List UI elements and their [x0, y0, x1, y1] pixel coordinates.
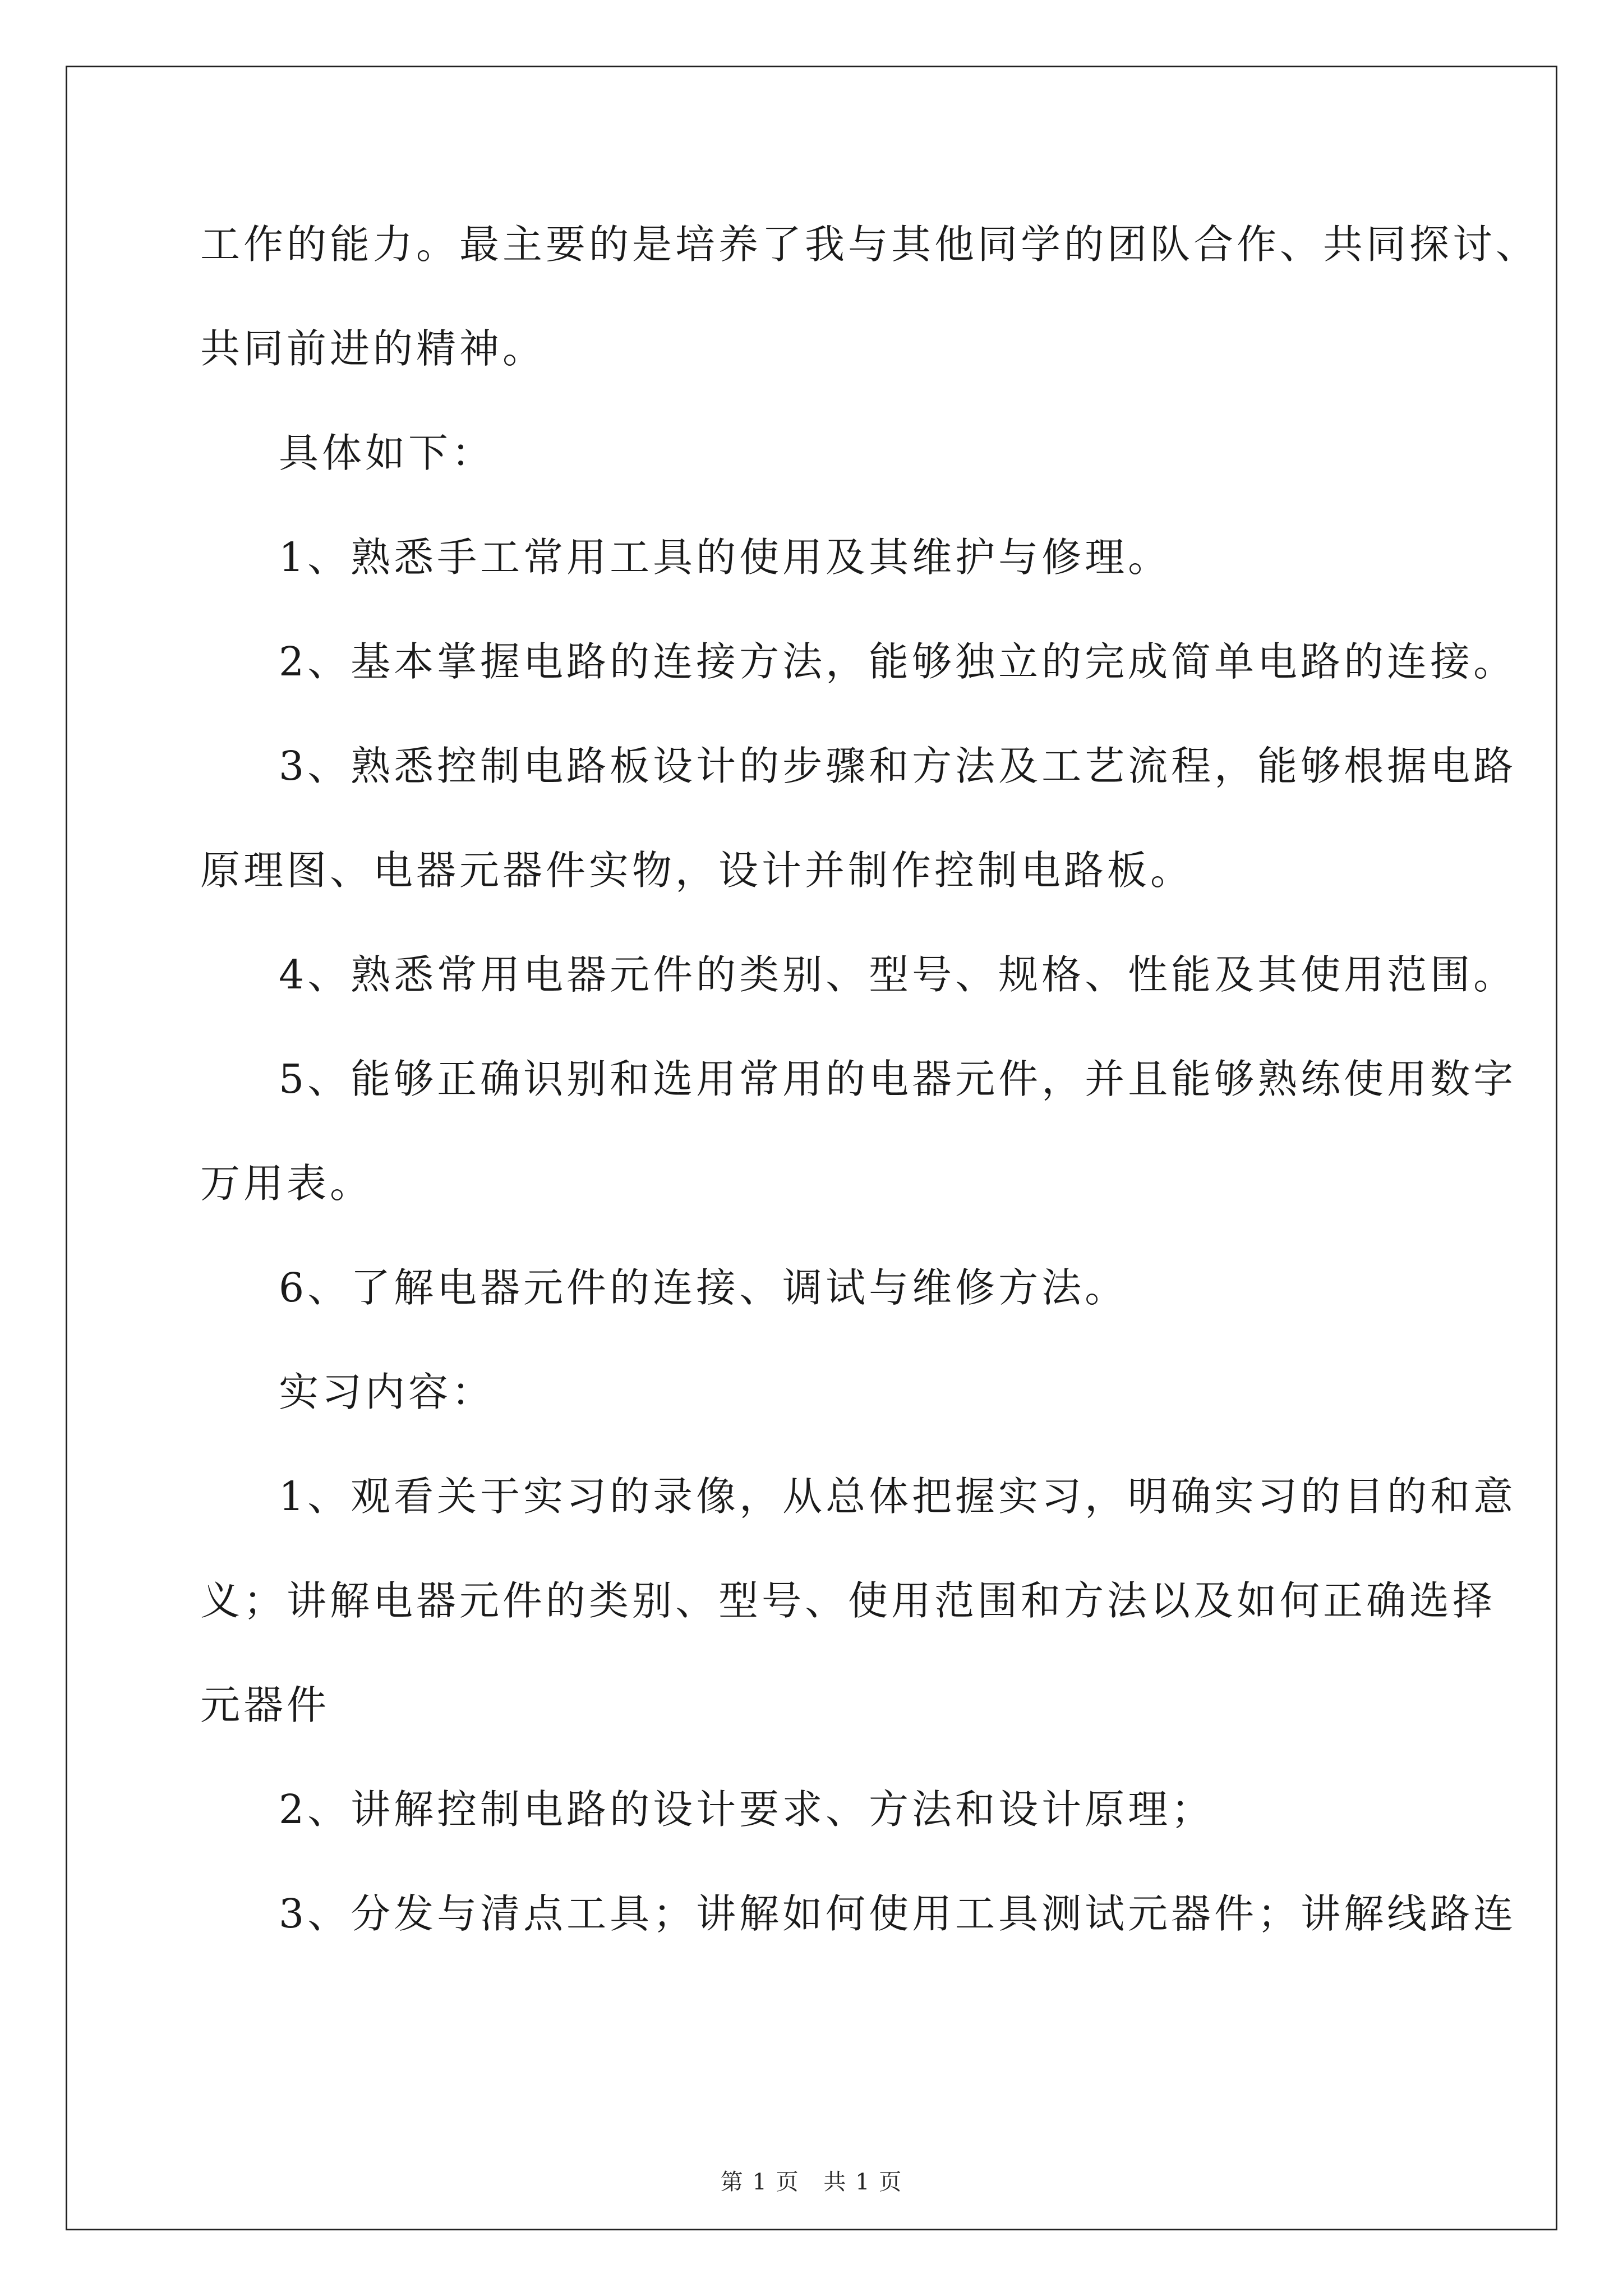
text-line: 4、熟悉常用电器元件的类别、型号、规格、性能及其使用范围。	[279, 951, 1517, 998]
text-line: 2、基本掌握电路的连接方法，能够独立的完成简单电路的连接。	[279, 638, 1517, 685]
text-line: 3、分发与清点工具；讲解如何使用工具测试元器件；讲解线路连	[279, 1890, 1517, 1937]
page-number: 第 1 页	[720, 2169, 800, 2195]
text-line: 原理图、电器元器件实物，设计并制作控制电路板。	[200, 847, 1194, 894]
text-line: 万用表。	[200, 1160, 374, 1207]
page-footer	[0, 2164, 1623, 2196]
text-line: 共同前进的精神。	[200, 325, 546, 372]
page-total: 共 1 页	[823, 2169, 903, 2195]
text-line: 1、熟悉手工常用工具的使用及其维护与修理。	[279, 534, 1172, 581]
text-line: 工作的能力。最主要的是培养了我与其他同学的团队合作、共同探讨、	[200, 221, 1539, 268]
text-line: 义；讲解电器元件的类别、型号、使用范围和方法以及如何正确选择	[200, 1577, 1496, 1624]
text-line: 3、熟悉控制电路板设计的步骤和方法及工艺流程，能够根据电路	[279, 743, 1517, 789]
text-line: 1、观看关于实习的录像，从总体把握实习，明确实习的目的和意	[279, 1473, 1517, 1520]
text-line: 实习内容：	[279, 1369, 495, 1415]
text-line: 具体如下：	[279, 430, 495, 476]
text-line: 6、了解电器元件的连接、调试与维修方法。	[279, 1264, 1128, 1311]
text-line: 2、讲解控制电路的设计要求、方法和设计原理；	[279, 1786, 1215, 1833]
text-line: 5、能够正确识别和选用常用的电器元件，并且能够熟练使用数字	[279, 1056, 1517, 1102]
text-line: 元器件	[200, 1682, 330, 1728]
